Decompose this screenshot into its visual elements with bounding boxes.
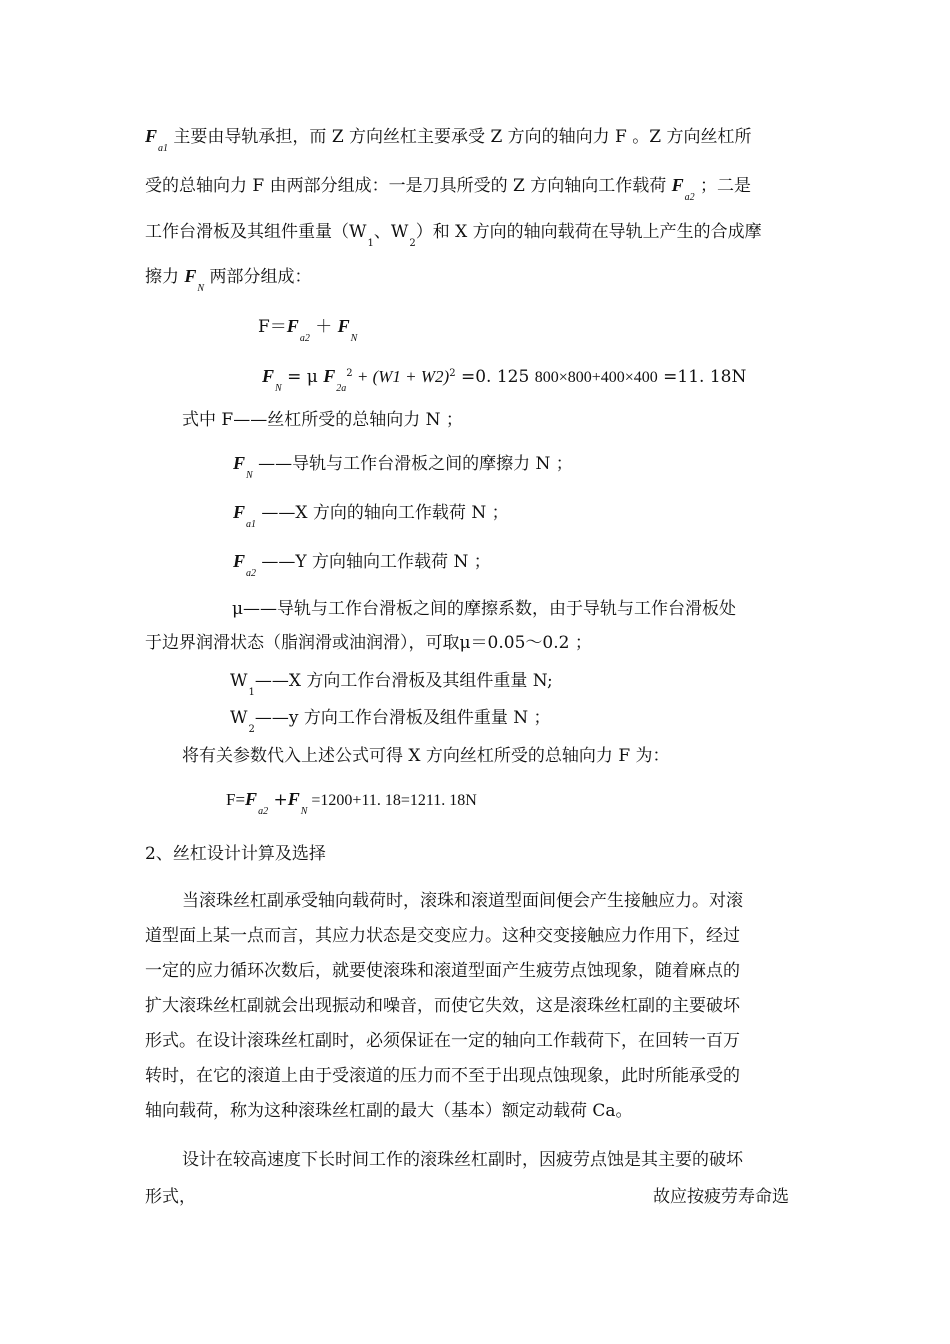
symbol: F — [323, 366, 336, 386]
result: =1200+11. 18=1211. 18N — [307, 792, 477, 809]
definition-fa2 — [233, 550, 491, 585]
paragraph-line: 扩大滚珠丝杠副就会出现振动和噪音，而使它失效，这是滚珠丝杠副的主要破坏 — [145, 996, 740, 1016]
equation-lhs: F= — [226, 790, 246, 809]
subscript: N — [275, 383, 282, 394]
symbol: F — [233, 502, 246, 522]
text: 两部分组成： — [204, 267, 312, 287]
subscript: a2 — [299, 333, 310, 344]
text: ——X 方向的轴向工作载荷 N ； — [256, 503, 509, 523]
text: ；二是 — [694, 176, 752, 196]
text: 受的总轴向力 F 由两部分组成：一是刀具所受的 Z 方向轴向工作载荷 — [145, 176, 672, 196]
paragraph-line: 道型面上某一点而言，其应力状态是交变应力。这种交变接触应力作用下，经过 — [145, 926, 740, 946]
definition-mu-cont: 于边界润滑状态（脂润滑或油润滑），可取μ＝0.05～0.2 ； — [145, 633, 592, 653]
symbol: F — [245, 789, 258, 809]
equation-lhs: F＝ — [258, 317, 287, 337]
paragraph-line: 形式。在设计滚珠丝杠副时，必须保证在一定的轴向工作载荷下，在回转一百万 — [145, 1031, 740, 1051]
definitions-intro: 式中 F——丝杠所受的总轴向力 N ； — [182, 410, 463, 430]
subscript: a1 — [158, 143, 169, 154]
symbol: F — [184, 266, 197, 286]
subscript: a2 — [684, 192, 695, 203]
definition-w2 — [230, 707, 551, 741]
equation-2 — [262, 363, 746, 400]
symbol: F — [287, 789, 300, 809]
text: 擦力 — [145, 267, 185, 287]
symbol: F — [286, 316, 299, 336]
subscript: a1 — [246, 519, 257, 530]
subscript: 2a — [336, 383, 347, 394]
subscript: a2 — [258, 806, 269, 817]
paragraph-line: 转时，在它的滚道上由于受滚道的压力而不至于出现点蚀现象，此时所能承受的 — [145, 1066, 740, 1086]
paragraph-line — [145, 221, 762, 255]
text: ——Y 方向轴向工作载荷 N ； — [256, 552, 491, 572]
summary-line: 将有关参数代入上述公式可得 X 方向丝杠所受的总轴向力 F 为： — [182, 746, 670, 766]
symbol: F — [337, 316, 350, 336]
operator: ＋ — [309, 317, 338, 337]
section-heading: 2、丝杠设计计算及选择 — [145, 844, 326, 864]
subscript: N — [246, 470, 253, 481]
math-expression: + (W1 + W2) — [352, 367, 450, 386]
text: 工作台滑板及其组件重量（W — [145, 222, 367, 242]
paragraph-line-left: 形式， — [145, 1187, 196, 1207]
math-expression: 800×800+400×400 — [534, 369, 658, 386]
text: 、W — [373, 222, 409, 242]
symbol: F — [233, 551, 246, 571]
definition-w1 — [230, 670, 553, 704]
paragraph-line — [145, 174, 751, 209]
equation-1 — [258, 315, 357, 350]
definition-mu: μ——导轨与工作台滑板之间的摩擦系数，由于导轨与工作台滑板处 — [232, 599, 737, 619]
symbol: W — [230, 671, 248, 691]
subscript: 1 — [367, 238, 374, 249]
superscript: 2 — [346, 368, 353, 379]
text: ）和 X 方向的轴向载荷在导轨上产生的合成摩 — [415, 222, 762, 242]
symbol: F — [671, 175, 684, 195]
paragraph-line — [145, 125, 751, 160]
text: ——导轨与工作台滑板之间的摩擦力 N ； — [252, 454, 573, 474]
subscript: 1 — [248, 687, 255, 698]
subscript: 2 — [409, 238, 416, 249]
operator: = μ — [281, 367, 324, 387]
paragraph-line — [145, 265, 312, 300]
result: =0. 125 — [455, 367, 535, 387]
subscript: N — [300, 806, 308, 817]
operator: + — [268, 790, 288, 810]
text: ——X 方向工作台滑板及其组件重量 N; — [254, 671, 553, 691]
paragraph-line: 一定的应力循环次数后，就要使滚珠和滚道型面产生疲劳点蚀现象，随着麻点的 — [145, 961, 740, 981]
equation-3 — [226, 788, 477, 823]
symbol: F — [233, 453, 246, 473]
symbol: F — [262, 366, 275, 386]
symbol: W — [230, 708, 248, 728]
superscript: 2 — [449, 368, 456, 379]
definition-fa1 — [233, 501, 509, 536]
paragraph-line-right: 故应按疲劳寿命选 — [653, 1187, 789, 1207]
paragraph-line: 设计在较高速度下长时间工作的滚珠丝杠副时，因疲劳点蚀是其主要的破坏 — [182, 1150, 743, 1170]
result: =11. 18N — [657, 367, 747, 387]
paragraph-line: 轴向载荷，称为这种滚珠丝杠副的最大（基本）额定动载荷 Ca。 — [145, 1101, 633, 1121]
paragraph-line: 当滚珠丝杠副承受轴向载荷时，滚珠和滚道型面间便会产生接触应力。对滚 — [182, 891, 743, 911]
subscript: N — [350, 333, 358, 344]
text: ——y 方向工作台滑板及组件重量 N ； — [254, 708, 551, 728]
text: 主要由导轨承担，而 Z 方向丝杠主要承受 Z 方向的轴向力 F 。Z 方向丝杠所 — [168, 127, 752, 147]
subscript: N — [197, 283, 205, 294]
subscript: a2 — [246, 568, 257, 579]
definition-fn — [233, 452, 573, 487]
symbol: F — [145, 126, 158, 146]
subscript: 2 — [248, 724, 255, 735]
